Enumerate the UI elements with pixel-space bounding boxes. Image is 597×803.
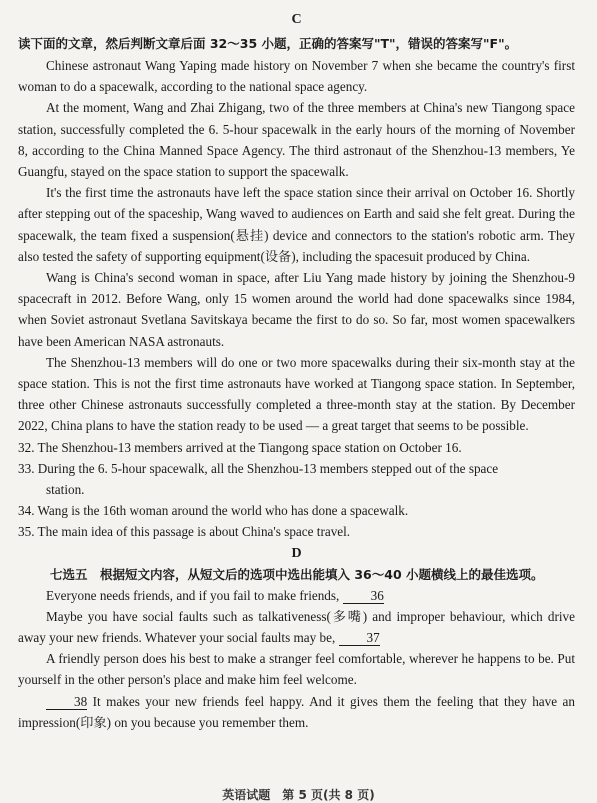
passage-paragraph-4: Wang is China's second woman in space, after Liu Yang made history by joining the Shenzhou-9 spacecraft in 2012. Before Wang, only 15 women around the world had done spacewalks since 1984, when Soviet astronaut Svetlana Savitskaya became the first to do so. So far, most women spacewalkers have been American NASA astronauts. <box>18 270 575 349</box>
cloze-paragraph-1-text: Everyone needs friends, and if you fail to make friends, <box>46 587 340 603</box>
cloze-paragraph-1 <box>18 585 575 606</box>
blank-38[interactable]: 38 <box>46 694 87 710</box>
question-33-line2: station. <box>46 482 85 498</box>
question-32: 32. The Shenzhou-13 members arrived at the Tiangong space station on October 16. <box>18 439 462 455</box>
page-footer: 英语试题 第 5 页(共 8 页) <box>222 788 375 802</box>
question-34: 34. Wang is the 16th woman around the world who has done a spacewalk. <box>18 503 409 519</box>
passage-paragraph-2: At the moment, Wang and Zhai Zhigang, two of the three members at China's new Tiangong space station, successfully completed the 6. 5-hour spacewalk in the early hours of the morning of November 8, according to the China Manned Space Agency. The third astronaut of the Shenzhou-13 members, Ye Guangfu, stayed on the space station to support the spacewalk. <box>18 100 575 180</box>
passage-paragraph-5: The Shenzhou-13 members will do one or two more spacewalks during their six-month stay at the space station. This is not the first time astronauts have worked at Tiangong space station. In September, three other Chinese astronauts successfully completed a three-month stay at the station. By December 2022, China plans to have the station ready to be used — a great target that seems to be possible. <box>18 354 575 434</box>
section-c-title: C <box>291 12 302 27</box>
section-d-instruction: 七选五 根据短文内容，从短文后的选项中选出能填入 36～40 小题横线上的最佳选项。 <box>50 566 544 582</box>
question-33-line1: 33. During the 6. 5-hour spacewalk, all the Shenzhou-13 members stepped out of the space <box>18 460 499 476</box>
passage-paragraph-3: It's the first time the astronauts have left the space station since their arrival on October 16. Shortly after stepping out of the spaceship, Wang waved to audiences on Earth and said she felt great. During the spacewalk, the team fixed a suspension(悬挂) device and connectors to the station's robotic arm. They also tested the safety of supporting equipment(设备), including the spacesuit produced by China. <box>18 185 575 264</box>
question-33 <box>18 458 575 500</box>
blank-37[interactable]: 37 <box>339 630 380 646</box>
cloze-paragraph-4-text: It makes your new friends feel happy. And it gives them the feeling that they have an impression(印象) on you because you remember them. <box>18 693 576 730</box>
question-35: 35. The main idea of this passage is about China's space travel. <box>18 524 351 540</box>
passage-paragraph-1: Chinese astronaut Wang Yaping made history on November 7 when she became the country's first woman to do a spacewalk, according to the national space agency. <box>18 58 575 95</box>
blank-36[interactable]: 36 <box>343 588 384 604</box>
cloze-paragraph-2-text: Maybe you have social faults such as talkativeness(多嘴) and improper behaviour, which drive away your new friends. Whatever your social faults may be, <box>18 608 575 646</box>
section-d-title: D <box>291 545 302 561</box>
cloze-paragraph-3: A friendly person does his best to make a stranger feel comfortable, wherever he happens to be. Put yourself in the other person's place and make him feel welcome. <box>18 651 575 688</box>
section-c-instruction: 读下面的文章，然后判断文章后面 32～35 小题，正确的答案写"T"，错误的答案写"F"。 <box>18 36 518 51</box>
cloze-paragraph-4 <box>18 691 575 733</box>
cloze-paragraph-2 <box>18 606 575 648</box>
